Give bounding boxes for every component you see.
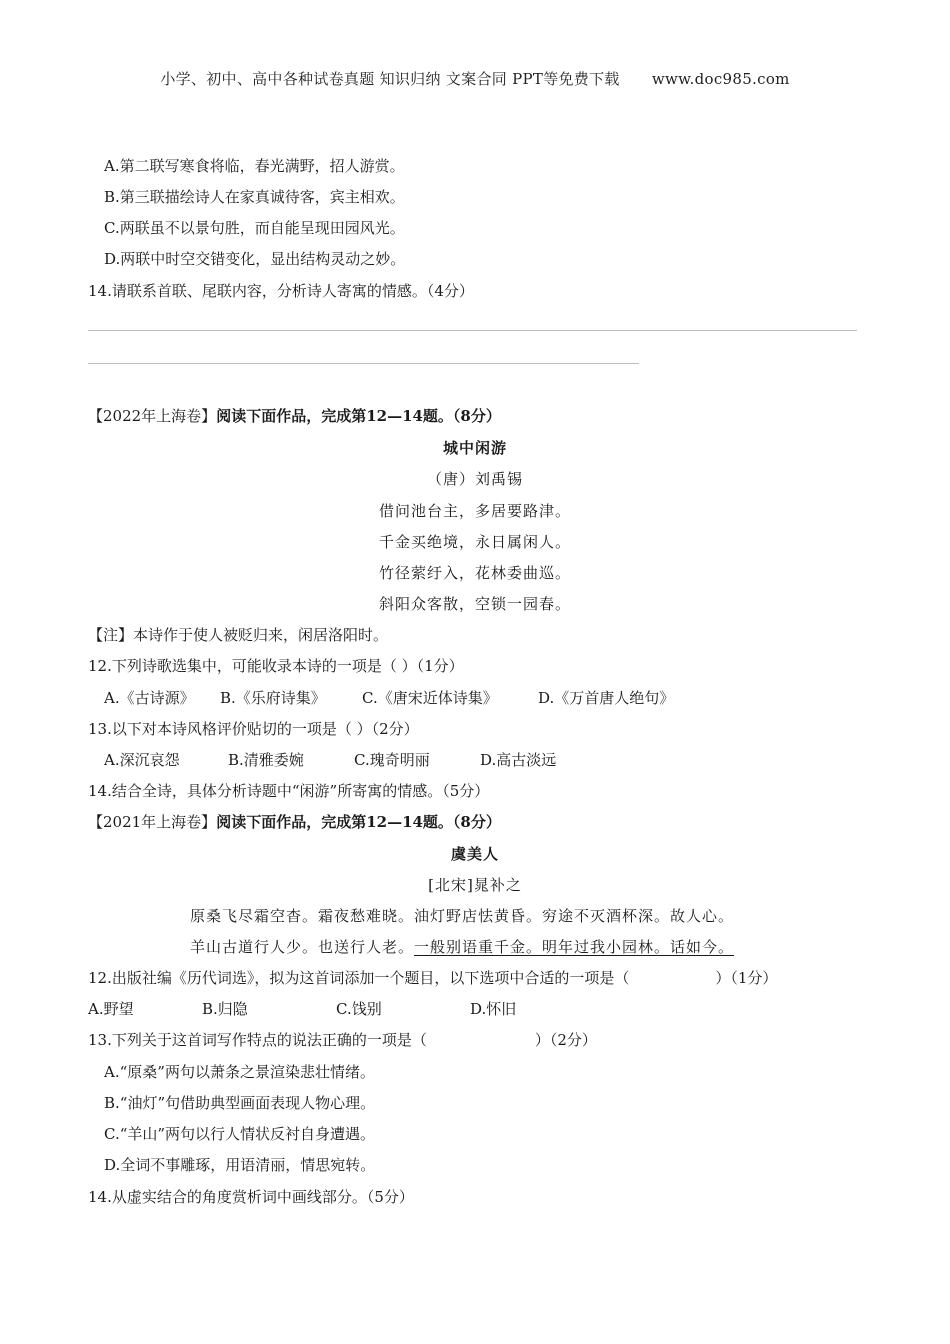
page-header xyxy=(0,68,950,89)
question-14-top: 14.请联系首联、尾联内容，分析诗人寄寓的情感。（4分） xyxy=(88,282,474,300)
header-text: 小学、初中、高中各种试卷真题 知识归纳 文案合同 PPT等免费下载 xyxy=(160,70,620,88)
underlined-passage: 一般别语重千金。明年过我小园林。话如今。 xyxy=(414,938,735,956)
section-2021-heading: 【2021年上海卷】阅读下面作品，完成第12—14题。（8分） xyxy=(88,813,501,831)
q13-option: A.深沉哀怨 xyxy=(104,751,180,769)
q12-options-2021 xyxy=(88,998,516,1020)
q12-option: C.饯别 xyxy=(336,1000,382,1018)
poem-author-2022: （唐）刘禹锡 xyxy=(426,470,523,488)
q13-option-a: A.“原桑”两句以萧条之景渲染悲壮情绪。 xyxy=(104,1063,375,1081)
q12-option: A.野望 xyxy=(88,1000,134,1018)
option-c: C.两联虽不以景句胜，而自能呈现田园风光。 xyxy=(104,219,405,237)
q12-option: B.归隐 xyxy=(202,1000,248,1018)
header-url[interactable]: www.doc985.com xyxy=(651,70,790,88)
q12-options-2022 xyxy=(104,687,674,709)
ci-line-2: 羊山古道行人少。也送行人老。一般别语重千金。明年过我小园林。话如今。 xyxy=(190,938,735,956)
question-13-2021: 13.下列关于这首词写作特点的说法正确的一项是（ ）（2分） xyxy=(88,1031,597,1049)
poem-line: 借问池台主，多居要路津。 xyxy=(378,502,571,520)
question-14-2022: 14.结合全诗，具体分析诗题中“闲游”所寄寓的情感。（5分） xyxy=(88,782,490,800)
q13-option: B.清雅委婉 xyxy=(228,751,304,769)
poem-title-2021: 虞美人 xyxy=(450,845,499,863)
option-d: D.两联中时空交错变化，显出结构灵动之妙。 xyxy=(104,250,406,268)
q12-option: A.《古诗源》 xyxy=(104,689,195,707)
option-a: A.第二联写寒食将临，春光满野，招人游赏。 xyxy=(104,157,405,175)
poem-title-2022: 城中闲游 xyxy=(442,439,507,457)
ci-line-1: 原桑飞尽霜空杳。霜夜愁难晓。油灯野店怯黄昏。穷途不灭酒杯深。故人心。 xyxy=(190,907,735,925)
q12-option: D.怀旧 xyxy=(470,1000,517,1018)
q13-option-d: D.全词不事雕琢，用语清丽，情思宛转。 xyxy=(104,1156,376,1174)
poem-author-2021: [北宋]晁补之 xyxy=(428,876,522,894)
note-2022: 【注】本诗作于使人被贬归来，闲居洛阳时。 xyxy=(88,626,389,644)
option-b: B.第三联描绘诗人在家真诚待客，宾主相欢。 xyxy=(104,188,405,206)
question-14-2021: 14.从虚实结合的角度赏析词中画线部分。（5分） xyxy=(88,1188,414,1206)
q12-option: D.《万首唐人绝句》 xyxy=(538,689,675,707)
q12-option: B.《乐府诗集》 xyxy=(220,689,326,707)
poem-line: 斜阳众客散，空锁一园春。 xyxy=(378,595,571,613)
poem-line: 竹径萦纡入，花林委曲巡。 xyxy=(378,564,571,582)
q13-option-b: B.“油灯”句借助典型画面表现人物心理。 xyxy=(104,1094,376,1112)
question-12-2022: 12.下列诗歌选集中，可能收录本诗的一项是（ ）（1分） xyxy=(88,657,464,675)
section-2022-heading: 【2022年上海卷】阅读下面作品，完成第12—14题。（8分） xyxy=(88,407,501,425)
question-13-2022: 13.以下对本诗风格评价贴切的一项是（ ）（2分） xyxy=(88,720,419,738)
answer-line-1 xyxy=(88,330,857,331)
q13-option: D.高古淡远 xyxy=(480,751,557,769)
answer-line-2 xyxy=(88,363,639,364)
q12-option: C.《唐宋近体诗集》 xyxy=(362,689,498,707)
q13-option: C.瑰奇明丽 xyxy=(354,751,430,769)
q13-options-2022 xyxy=(104,749,556,771)
q13-option-c: C.“羊山”两句以行人情状反衬自身遭遇。 xyxy=(104,1125,376,1143)
poem-line: 千金买绝境，永日属闲人。 xyxy=(378,533,571,551)
question-12-2021: 12.出版社编《历代词选》，拟为这首词添加一个题目，以下选项中合适的一项是（ ）（1分） xyxy=(88,969,778,987)
